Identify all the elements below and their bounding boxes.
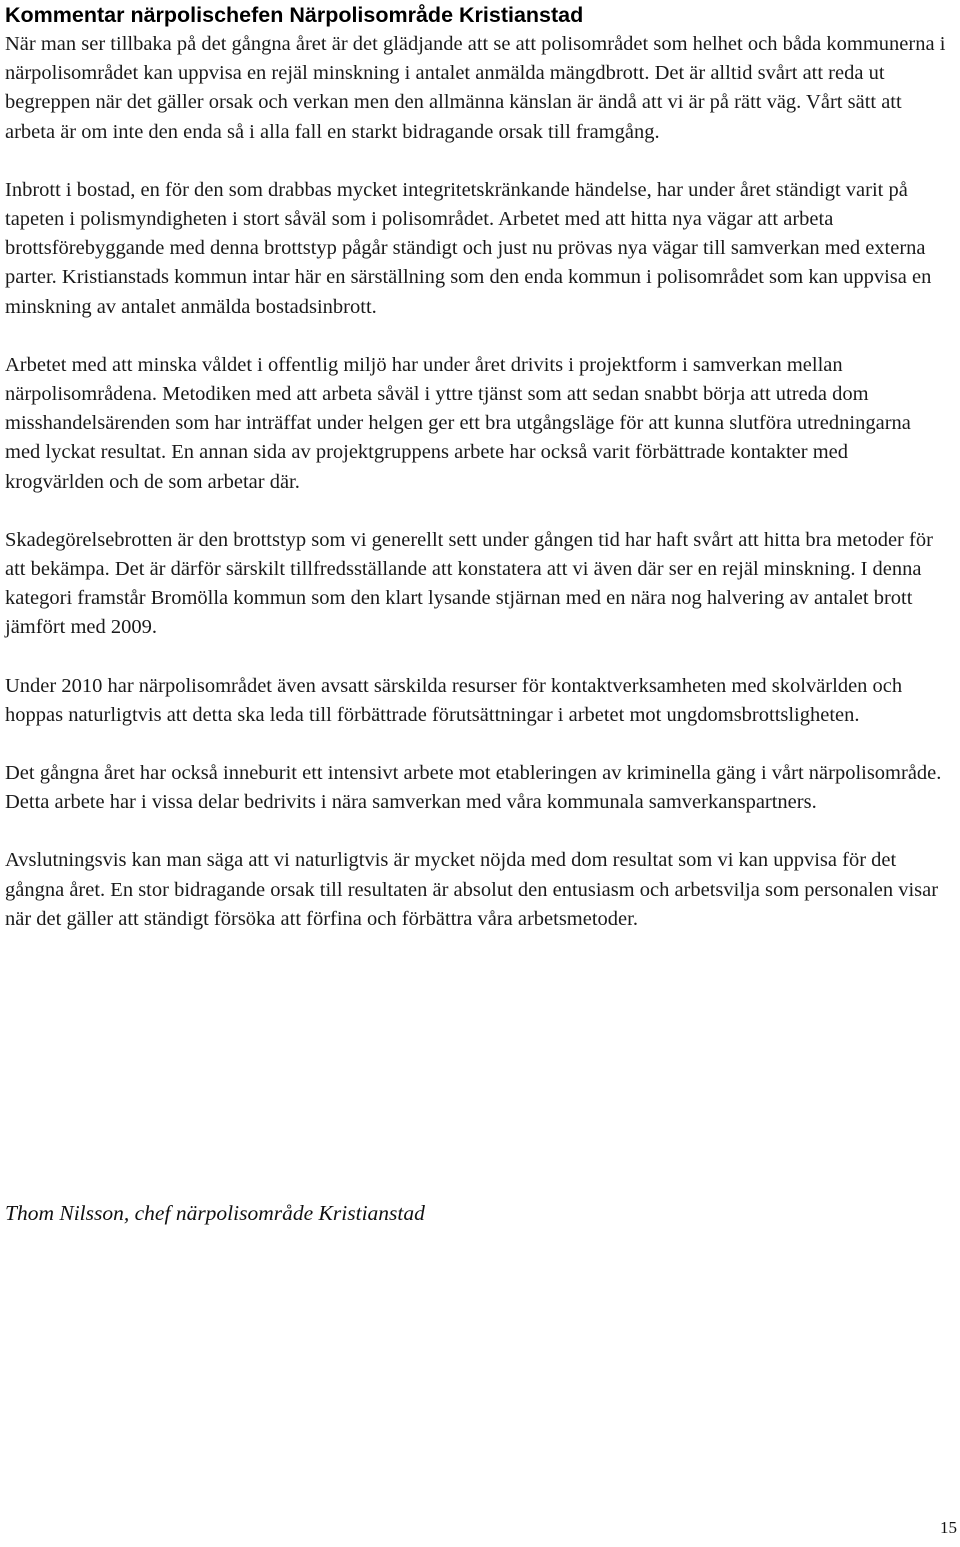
page-number: 15 xyxy=(940,1518,957,1537)
paragraph-vandalism: Skadegörelsebrotten är den brottstyp som vi generellt sett under gången tid har haft svårt att hitta bra metoder för att bekämpa. Det är därför särskilt tillfredsställande att konstatera att vi även där ser en rejäl minskning. I denna kategori framstår Bromölla kommun som den klart lysande stjärnan med en nära nog halvering av antalet brott jämfört med 2009. xyxy=(5,528,933,639)
paragraph-violence: Arbetet med att minska våldet i offentlig miljö har under året drivits i projektform i samverkan mellan närpolisområdena. Metodiken med att arbeta såväl i yttre tjänst som att sedan snabbt börja att utreda dom misshandelsärenden som har inträffat under helgen ger ett bra utgångsläge för att kunna slutföra utredningarna med lyckat resultat. En annan sida av projektgruppens arbete har också varit förbättrade kontakter med krogvärlden och de som arbetar där. xyxy=(5,353,911,493)
paragraph-gangs: Det gångna året har också inneburit ett intensivt arbete mot etableringen av kriminella gäng i vårt närpolisområde. Detta arbete har i vissa delar bedrivits i nära samverkan med våra kommunala samverkanspartners. xyxy=(5,762,942,814)
document-body xyxy=(5,0,950,963)
paragraph-burglary: Inbrott i bostad, en för den som drabbas mycket integritetskränkande händelse, har under året ständigt varit på tapeten i polismyndigheten i stort såväl som i polisområdet. Arbetet med att hitta nya vägar att arbeta brottsförebyggande med denna brottstyp pågår ständigt och just nu prövas nya vägar till samverkan med externa parter. Kristianstads kommun intar här en särställning som den enda kommun i polisområdet som kan uppvisa en minskning av antalet anmälda bostadsinbrott. xyxy=(5,178,932,318)
signature: Thom Nilsson, chef närpolisområde Kristianstad xyxy=(5,1201,425,1225)
paragraph-intro: När man ser tillbaka på det gångna året är det glädjande att se att polisområdet som helhet och båda kommunerna i närpolisområdet kan uppvisa en rejäl minskning i antalet anmälda mängdbrott. Det är alltid svårt att reda ut begreppen när det gäller orsak och verkan men den allmänna känslan är ändå att vi är på rätt väg. Vårt sätt att arbeta är om inte den enda så i alla fall en starkt bidragande orsak till framgång. xyxy=(5,33,946,143)
paragraph-schools: Under 2010 har närpolisområdet även avsatt särskilda resurser för kontaktverksamheten med skolvärlden och hoppas naturligtvis att detta ska leda till förbättrade förutsättningar i arbetet mot ungdomsbrottsligheten. xyxy=(5,674,903,726)
document-title: Kommentar närpolischefen Närpolisområde Kristianstad xyxy=(5,3,584,27)
paragraph-conclusion: Avslutningsvis kan man säga att vi naturligtvis är mycket nöjda med dom resultat som vi kan uppvisa för det gångna året. En stor bidragande orsak till resultaten är absolut den entusiasm och arbetsvilja som personalen visar när det gäller att ständigt försöka att förfina och förbättra våra arbetsmetoder. xyxy=(5,849,939,930)
